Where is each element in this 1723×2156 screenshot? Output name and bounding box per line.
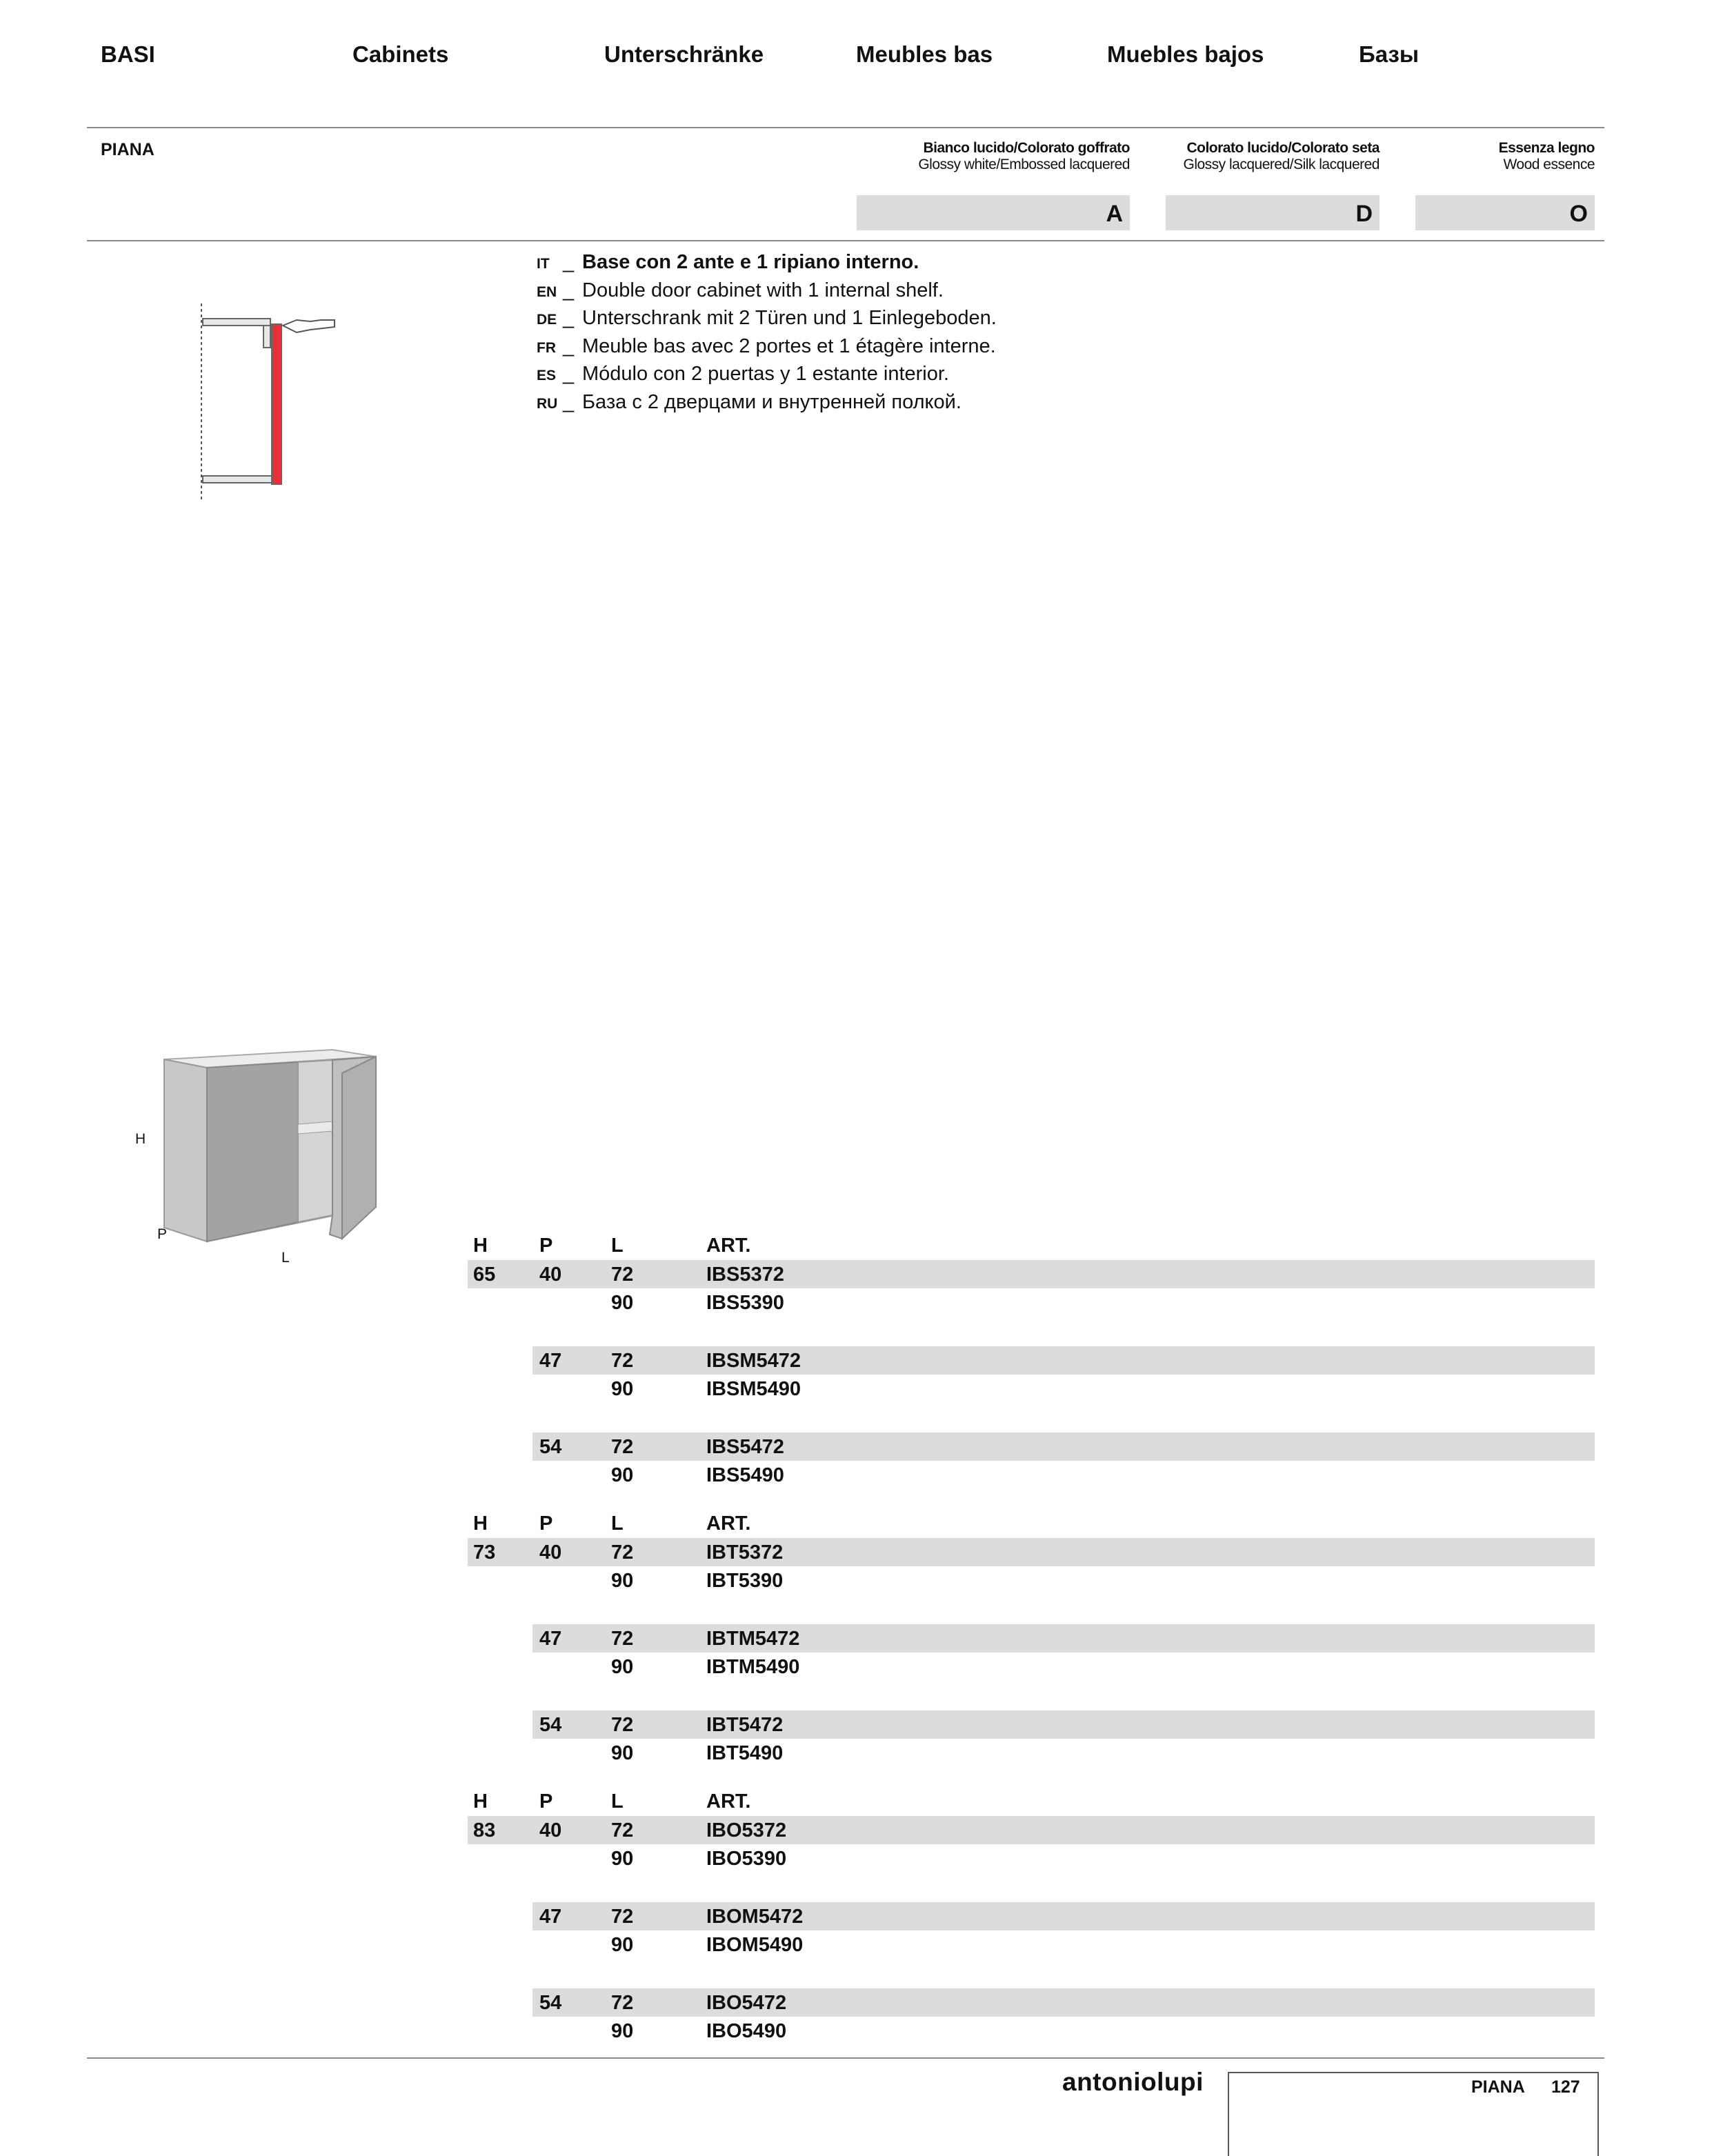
column-header-h: H — [473, 1513, 488, 1535]
cell-l: 90 — [611, 1656, 634, 1678]
cell-p: 47 — [539, 1350, 562, 1372]
divider-header — [87, 240, 1604, 241]
description-line-ru: RU _ База с 2 дверцами и внутренней полкой. — [537, 390, 962, 413]
column-header-art: ART. — [706, 1513, 751, 1535]
table-row — [0, 1346, 1723, 1375]
cell-p: 54 — [539, 1992, 562, 2014]
table-row — [0, 1902, 1723, 1930]
cell-p: 40 — [539, 1541, 562, 1564]
table-row — [0, 1844, 1723, 1873]
column-header-h: H — [473, 1235, 488, 1257]
cell-l: 90 — [611, 1464, 634, 1486]
table-header-row — [0, 1509, 1723, 1537]
description-line-fr: FR _ Meuble bas avec 2 portes et 1 étagère interne. — [537, 335, 996, 357]
table-row — [0, 1988, 1723, 2017]
finish-d — [1166, 140, 1380, 173]
cell-l: 90 — [611, 2020, 634, 2042]
description-line-de: DE _ Unterschrank mit 2 Türen und 1 Einlegeboden. — [537, 307, 997, 330]
cell-p: 54 — [539, 1436, 562, 1458]
footer-box — [1228, 2072, 1599, 2156]
cell-art: IBS5372 — [706, 1264, 784, 1286]
column-header-l: L — [611, 1790, 624, 1813]
hand-push-icon — [283, 320, 335, 332]
description-line-en: EN _ Double door cabinet with 1 internal shelf. — [537, 279, 944, 301]
cell-p: 54 — [539, 1714, 562, 1736]
cell-art: IBT5490 — [706, 1742, 784, 1764]
header-es: Muebles bajos — [1107, 41, 1264, 67]
dim-label-p: P — [157, 1226, 168, 1242]
column-header-p: P — [539, 1513, 553, 1535]
cell-art: IBT5390 — [706, 1570, 784, 1592]
cell-art: IBOM5472 — [706, 1906, 804, 1928]
table-row — [0, 1816, 1723, 1844]
table-row — [0, 2017, 1723, 2045]
finish-a — [857, 140, 1130, 173]
cell-l: 72 — [611, 1906, 634, 1928]
cell-l: 72 — [611, 1264, 634, 1286]
cell-l: 90 — [611, 1570, 634, 1592]
cell-l: 72 — [611, 1628, 634, 1650]
column-header-p: P — [539, 1790, 553, 1813]
cell-art: IBO5372 — [706, 1819, 787, 1841]
cell-art: IBSM5490 — [706, 1378, 801, 1400]
cell-art: IBT5372 — [706, 1541, 784, 1564]
finish-d-title: Colorato lucido/Colorato seta — [1186, 140, 1380, 156]
description-line-it: IT _ Base con 2 ante e 1 ripiano interno. — [537, 251, 919, 273]
finish-a-code: A — [857, 195, 1130, 230]
cell-h: 65 — [473, 1264, 496, 1286]
cell-art: IBS5490 — [706, 1464, 784, 1486]
column-header-art: ART. — [706, 1235, 751, 1257]
cell-art: IBO5490 — [706, 2020, 787, 2042]
table-row — [0, 1653, 1723, 1681]
cell-l: 72 — [611, 1992, 634, 2014]
cell-art: IBO5472 — [706, 1992, 787, 2014]
cell-h: 83 — [473, 1819, 496, 1841]
cell-l: 90 — [611, 1742, 634, 1764]
cell-art: IBS5472 — [706, 1436, 784, 1458]
header-it: BASI — [101, 41, 155, 67]
table-row — [0, 1461, 1723, 1489]
cell-l: 90 — [611, 1292, 634, 1314]
table-row — [0, 1538, 1723, 1566]
finish-d-subtitle: Glossy lacquered/Silk lacquered — [1183, 157, 1380, 172]
table-header-row — [0, 1231, 1723, 1259]
dim-label-l: L — [281, 1250, 290, 1266]
cell-art: IBS5390 — [706, 1292, 784, 1314]
section-diagram — [193, 297, 345, 503]
finish-d-code: D — [1166, 195, 1380, 230]
finish-a-title: Bianco lucido/Colorato goffrato — [923, 140, 1130, 156]
cell-art: IBT5472 — [706, 1714, 784, 1736]
column-header-l: L — [611, 1513, 624, 1535]
footer-collection: PIANA — [1471, 2077, 1525, 2097]
divider-footer — [87, 2057, 1604, 2059]
column-header-l: L — [611, 1235, 624, 1257]
table-row — [0, 1433, 1723, 1461]
cell-l: 72 — [611, 1819, 634, 1841]
table-row — [0, 1930, 1723, 1959]
column-header-p: P — [539, 1235, 553, 1257]
finish-a-subtitle: Glossy white/Embossed lacquered — [918, 157, 1130, 172]
table-row — [0, 1566, 1723, 1595]
cell-p: 47 — [539, 1628, 562, 1650]
cell-l: 90 — [611, 1848, 634, 1870]
cell-l: 72 — [611, 1350, 634, 1372]
cell-p: 47 — [539, 1906, 562, 1928]
dim-label-h: H — [135, 1131, 146, 1147]
header-de: Unterschränke — [604, 41, 764, 67]
cell-art: IBOM5490 — [706, 1934, 804, 1956]
header-fr: Meubles bas — [856, 41, 993, 67]
brand-logo: antoniolupi — [1062, 2068, 1204, 2096]
cell-art: IBTM5490 — [706, 1656, 800, 1678]
header-ru: Базы — [1359, 41, 1420, 67]
cell-l: 90 — [611, 1378, 634, 1400]
cell-l: 90 — [611, 1934, 634, 1956]
table-row — [0, 1739, 1723, 1767]
finish-o — [1415, 140, 1595, 173]
table-row — [0, 1260, 1723, 1288]
cell-p: 40 — [539, 1819, 562, 1841]
cell-l: 72 — [611, 1436, 634, 1458]
header-en: Cabinets — [352, 41, 449, 67]
cell-l: 72 — [611, 1714, 634, 1736]
finish-o-subtitle: Wood essence — [1503, 157, 1595, 172]
description-line-es: ES _ Módulo con 2 puertas y 1 estante interior. — [537, 363, 949, 386]
cell-art: IBSM5472 — [706, 1350, 801, 1372]
table-header-row — [0, 1787, 1723, 1815]
table-row — [0, 1375, 1723, 1403]
finish-o-title: Essenza legno — [1498, 140, 1595, 156]
finish-o-code: O — [1415, 195, 1595, 230]
cabinet-illustration — [152, 1035, 386, 1255]
page-number: 127 — [1551, 2077, 1580, 2097]
cell-art: IBO5390 — [706, 1848, 787, 1870]
collection-name: PIANA — [101, 140, 155, 159]
column-header-art: ART. — [706, 1790, 751, 1813]
description — [537, 248, 997, 417]
cell-p: 40 — [539, 1264, 562, 1286]
table-row — [0, 1288, 1723, 1317]
table-row — [0, 1710, 1723, 1739]
column-header-h: H — [473, 1790, 488, 1813]
cell-h: 73 — [473, 1541, 496, 1564]
divider-top — [87, 127, 1604, 128]
cell-art: IBTM5472 — [706, 1628, 800, 1650]
cell-l: 72 — [611, 1541, 634, 1564]
table-row — [0, 1624, 1723, 1653]
